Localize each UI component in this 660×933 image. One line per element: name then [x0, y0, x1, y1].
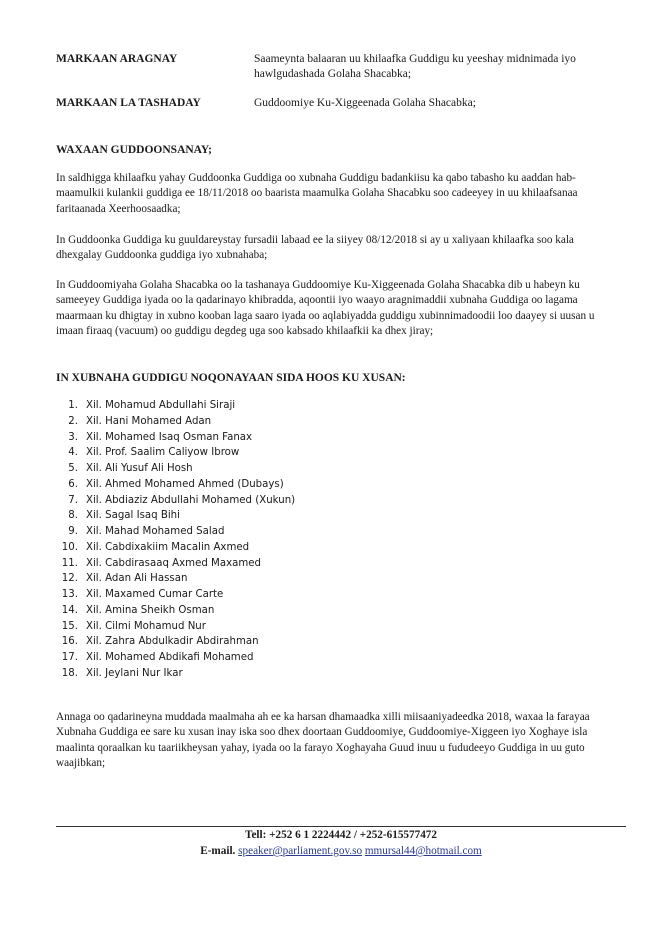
paragraph-1: In saldhigga khilaafku yahay Guddoonka Guddiga oo xubnaha Guddigu badankiisu ka qabo tabasho ku aaddan hab-maamulkii kulankii guddiga ee 18/11/2018 oo baarista maamulka Golaha Shacabku soo cadeeyey in uu khilaafsanaa faritaanada Xeerhoosaadka; [56, 172, 578, 215]
member-name: Xil. Sagal Isaq Bihi [86, 510, 180, 522]
member-number: 6. [68, 478, 78, 490]
list-item [56, 414, 556, 430]
paragraph-3: In Guddoomiyaha Golaha Shacabka oo la tashanaya Guddoomiye Ku-Xiggeenada Golaha Shacabka dib u habeyn ku sameeyey Guddiga iyada oo la qadarinayo khibradda, aqoontii iyo waayo aragnimaddii xubnaha Guddiga oo lagama maarmaan ku dhigtay in xubno kooban laga saaro iyada oo aqlabiyadda guddigu xubinnimadoodii loo daayey si uusan u imaan firaaq (vacuum) oo guddigu degdeg uga soo kabsado khilaafkii ka dhex jiray; [56, 279, 595, 338]
member-number: 15. [61, 620, 78, 632]
member-name: Xil. Maxamed Cumar Carte [86, 589, 224, 600]
footer-email-line [56, 845, 626, 857]
member-number: 7. [68, 494, 78, 506]
email-link-mursal[interactable]: mmursal44@hotmail.com [364, 845, 482, 857]
member-number: 5. [68, 463, 78, 474]
member-name: Xil. Zahra Abdulkadir Abdirahman [86, 636, 259, 648]
member-name: Xil. Mahad Mohamed Salad [86, 526, 225, 537]
list-item [56, 634, 556, 650]
member-name: Xil. Mohamed Isaq Osman Fanax [86, 431, 253, 443]
member-name: Xil. Mohamed Abdikafi Mohamed [86, 652, 254, 663]
members-heading: IN XUBNAHA GUDDIGU NOQONAYAAN SIDA HOOS KU XUSAN: [56, 372, 406, 384]
tashaday-label: MARKAAN LA TASHADAY [56, 97, 201, 109]
list-item [56, 445, 556, 461]
members-list [56, 398, 556, 682]
member-number: 17. [61, 652, 78, 663]
paragraph-2: In Guddoonka Guddiga ku guuldareystay fursadii labaad ee la siiyey 08/12/2018 si ay u xaliyaan khilaafka soo kala dhexgalay Guddoonka guddiga iyo xubnahaba; [56, 234, 574, 262]
list-item [56, 650, 556, 666]
list-item [56, 430, 556, 446]
member-number: 9. [68, 526, 78, 537]
member-number: 4. [68, 447, 78, 459]
member-name: Xil. Cabdirasaaq Axmed Maxamed [86, 557, 262, 569]
member-name: Xil. Ahmed Mohamed Ahmed (Dubays) [86, 478, 284, 490]
member-name: Xil. Amina Sheikh Osman [86, 604, 215, 616]
aragnay-text: Saameynta balaaran uu khilaafka Guddigu ku yeeshay midnimada iyo hawlgudashada Golaha Shacabka; [254, 53, 576, 80]
footer-tel: Tell: +252 6 1 2224442 / +252-615577472 [245, 829, 437, 841]
member-number: 1. [68, 400, 78, 411]
list-item [56, 540, 556, 556]
member-name: Xil. Jeylani Nur Ikar [86, 667, 183, 679]
member-number: 13. [61, 589, 78, 600]
list-item [56, 619, 556, 635]
member-number: 14. [61, 604, 78, 616]
list-item [56, 556, 556, 572]
tashaday-text: Guddoomiye Ku-Xiggeenada Golaha Shacabka; [254, 97, 476, 109]
member-number: 12. [61, 573, 78, 585]
list-item [56, 666, 556, 682]
member-name: Xil. Cilmi Mohamud Nur [86, 620, 206, 632]
member-name: Xil. Adan Ali Hassan [86, 573, 188, 585]
member-number: 16. [61, 636, 78, 648]
member-number: 8. [68, 510, 78, 522]
list-item [56, 477, 556, 493]
member-name: Xil. Cabdixakiim Macalin Axmed [86, 541, 250, 553]
email-label: E-mail. [200, 845, 236, 857]
list-item [56, 398, 556, 414]
closing-paragraph: Annaga oo qadarineyna muddada maalmaha ah ee ka harsan dhamaadka xilli miisaaniyadeedka 2018, waxaa la farayaa Xubnaha Guddiga ee sare ku xusan inay iska soo dhex doortaan Guddoomiye, Guddoomiye-Xiggeen iyo Xoghaye isla maalinta qoraalkan ku taariikheysan yahay, iyada oo la farayo Xoghayaha Guud inuu u fududeeyo Guddiga in uu guto waajibkan; [56, 711, 590, 770]
footer-divider [56, 826, 626, 827]
member-number: 3. [68, 431, 78, 443]
list-item [56, 587, 556, 603]
list-item [56, 603, 556, 619]
member-name: Xil. Abdiaziz Abdullahi Mohamed (Xukun) [86, 494, 296, 506]
member-number: 2. [68, 415, 78, 427]
member-name: Xil. Prof. Saalim Caliyow Ibrow [86, 447, 240, 459]
list-item [56, 571, 556, 587]
list-item [56, 508, 556, 524]
member-number: 10. [61, 541, 78, 553]
list-item [56, 461, 556, 477]
member-name: Xil. Mohamud Abdullahi Siraji [86, 400, 236, 411]
member-number: 11. [61, 557, 78, 569]
member-name: Xil. Hani Mohamed Adan [86, 415, 212, 427]
aragnay-label: MARKAAN ARAGNAY [56, 53, 178, 65]
email-link-speaker[interactable]: speaker@parliament.gov.so [238, 845, 363, 857]
list-item [56, 524, 556, 540]
list-item [56, 493, 556, 509]
decision-heading: WAXAAN GUDDOONSANAY; [56, 144, 213, 156]
member-name: Xil. Ali Yusuf Ali Hosh [86, 463, 193, 474]
member-number: 18. [61, 667, 78, 679]
